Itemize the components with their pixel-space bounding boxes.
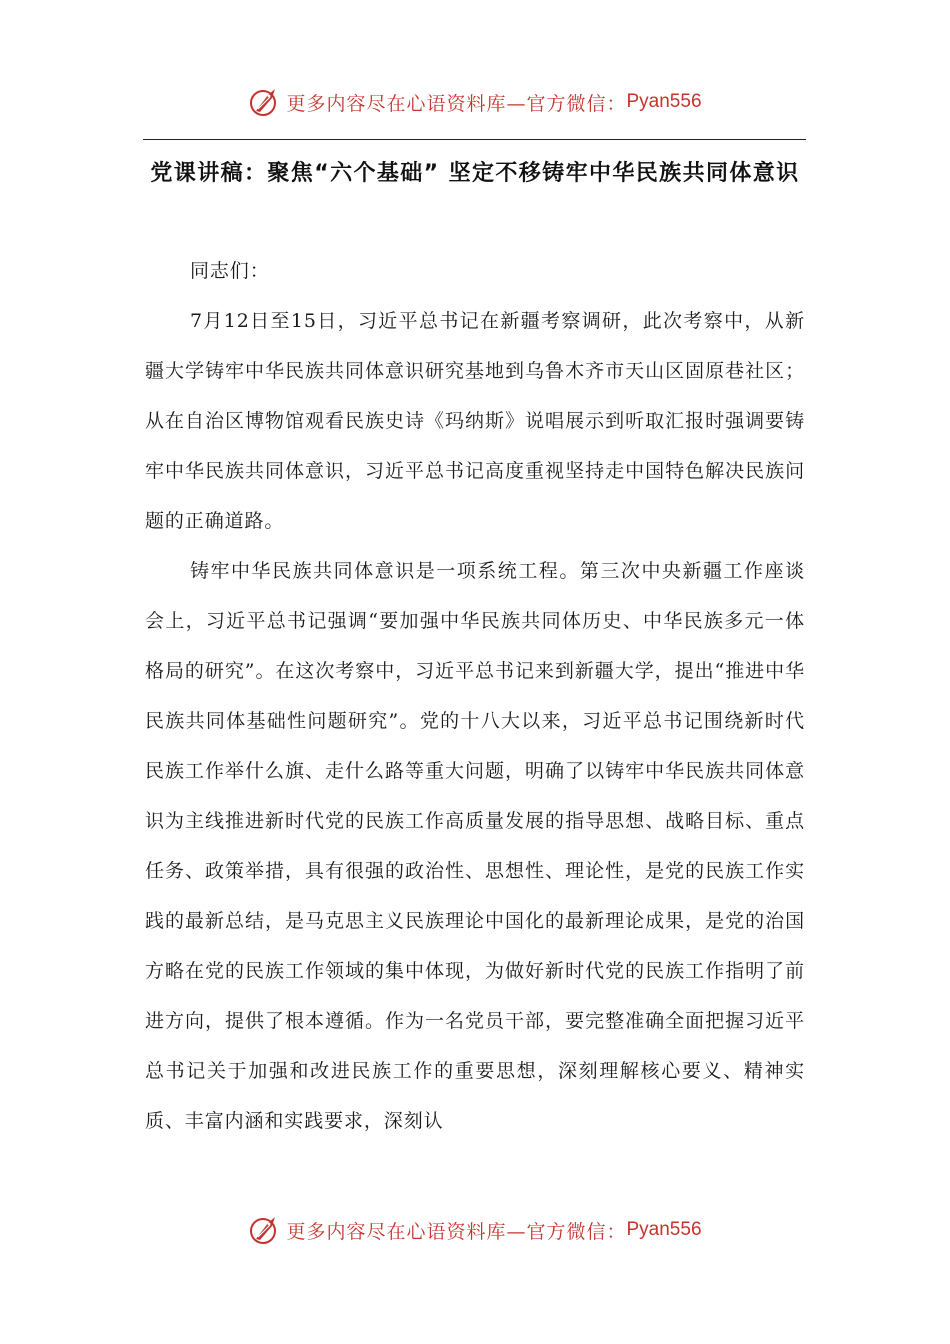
wechat-handle: Pyan556	[626, 91, 702, 112]
pen-nib-logo-icon	[248, 85, 282, 119]
header-banner	[0, 82, 950, 122]
banner-text: 更多内容尽在心语资料库—官方微信：	[286, 1220, 627, 1243]
wechat-handle: Pyan556	[626, 1219, 702, 1240]
paragraph: 铸牢中华民族共同体意识是一项系统工程。第三次中央新疆工作座谈会上，习近平总书记强调“要加强中华民族共同体历史、中华民族多元一体格局的研究”。在这次考察中，习近平总书记来到新疆大学，提出“推进中华民族共同体基础性问题研究”。党的十八大以来，习近平总书记围绕新时代民族工作举什么旗、走什么路等重大问题，明确了以铸牢中华民族共同体意识为主线推进新时代党的民族工作高质量发展的指导思想、战略目标、重点任务、政策举措，具有很强的政治性、思想性、理论性，是党的民族工作实践的最新总结，是马克思主义民族理论中国化的最新理论成果，是党的治国方略在党的民族工作领域的集中体现，为做好新时代党的民族工作指明了前进方向，提供了根本遵循。作为一名党员干部，要完整准确全面把握习近平总书记关于加强和改进民族工作的重要思想，深刻理解核心要义、精神实质、丰富内涵和实践要求，深刻认	[145, 560, 805, 1132]
paragraph: 7月12日至15日，习近平总书记在新疆考察调研，此次考察中，从新疆大学铸牢中华民族共同体意识研究基地到乌鲁木齐市天山区固原巷社区；从在自治区博物馆观看民族史诗《玛纳斯》说唱展示到听取汇报时强调要铸牢中华民族共同体意识，习近平总书记高度重视坚持走中国特色解决民族问题的正确道路。	[145, 310, 805, 532]
document-title: 党课讲稿：聚焦“六个基础” 坚定不移铸牢中华民族共同体意识	[150, 161, 800, 186]
salutation: 同志们：	[190, 260, 270, 282]
document-body	[145, 246, 805, 1146]
footer-banner	[0, 1210, 950, 1250]
banner-text: 更多内容尽在心语资料库—官方微信：	[286, 92, 627, 115]
header-divider	[143, 139, 806, 140]
pen-nib-logo-icon	[248, 1213, 282, 1247]
